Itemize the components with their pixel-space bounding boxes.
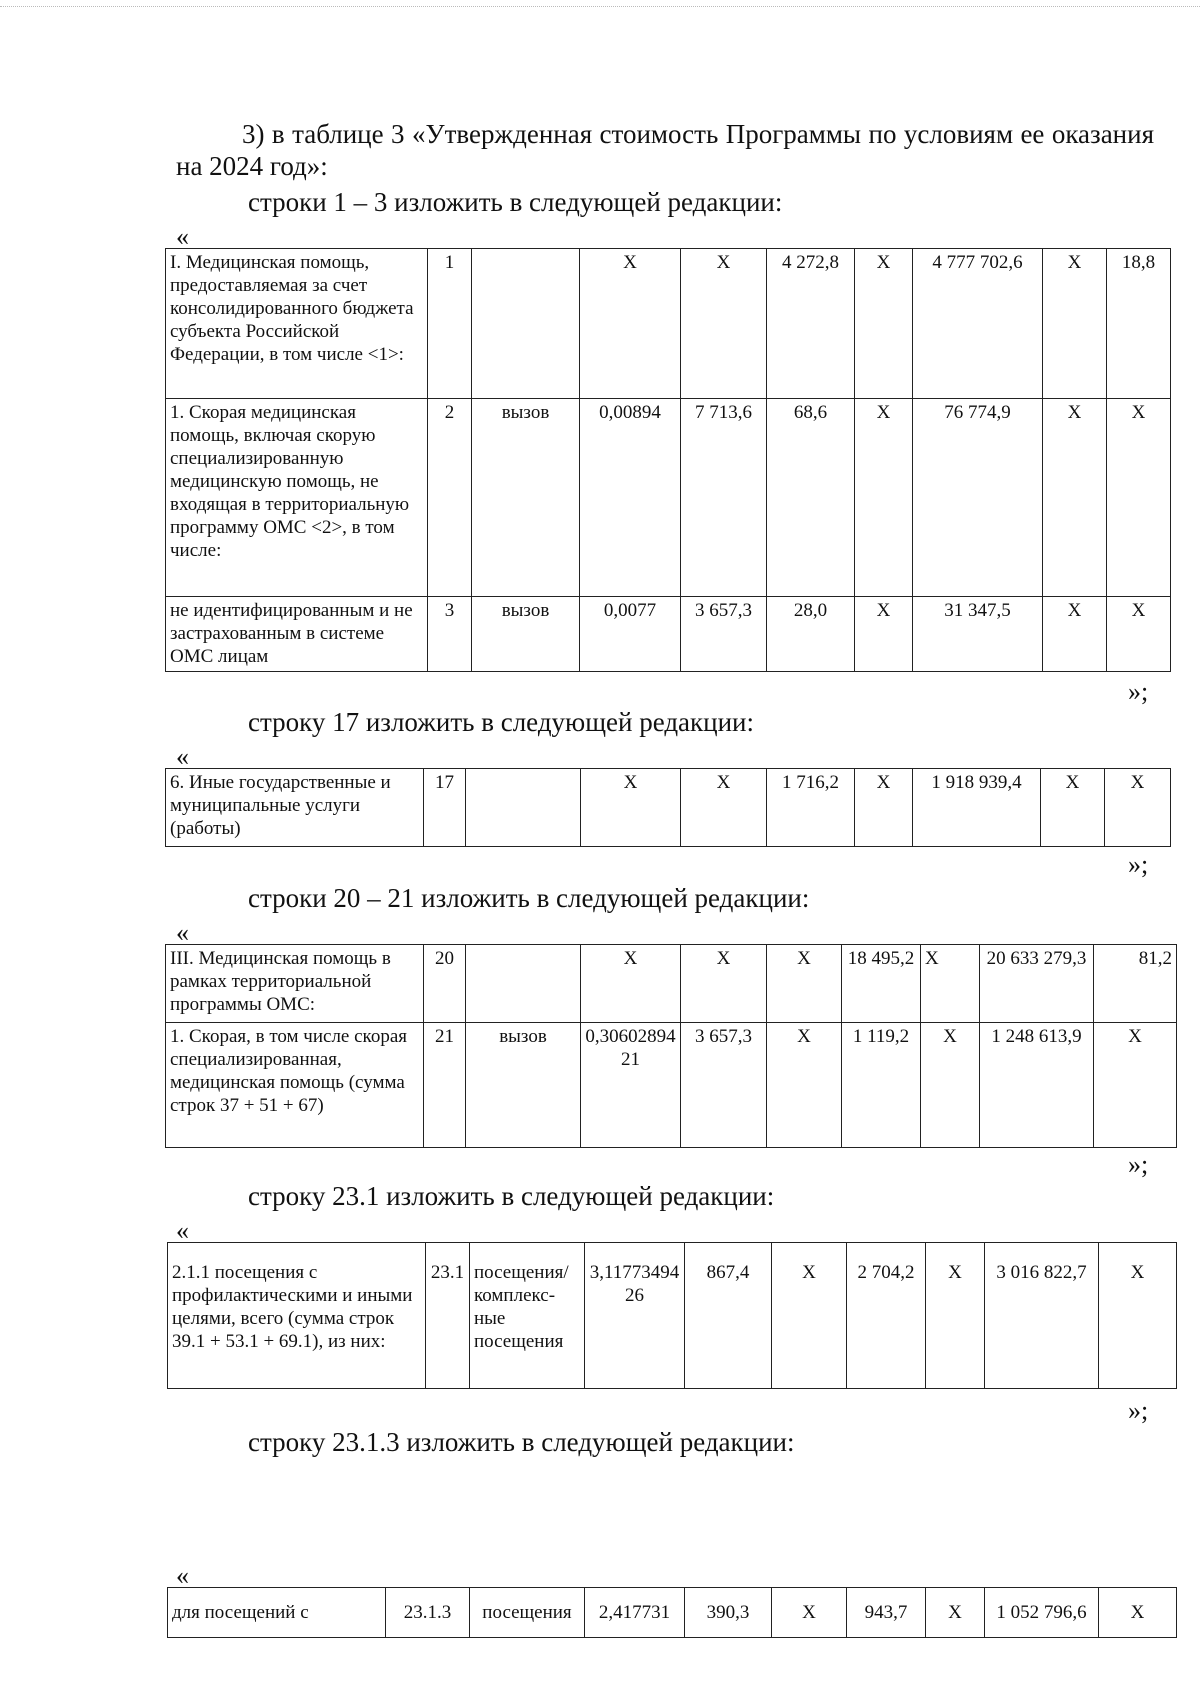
cell-name: 1. Скорая медицинская помощь, включая скорую специализированную медицинскую помощь, не входящая в территориальную программу ОМС <2>, в том числе: [166, 399, 428, 597]
table-row [166, 1023, 1177, 1148]
cell-per-capita-oms: 943,7 [847, 1588, 926, 1638]
cell-unit: вызов [472, 597, 580, 672]
close-quote: »; [1128, 1396, 1149, 1425]
section-heading-row-17: строку 17 изложить в следующей редакции: [248, 707, 755, 737]
cell-percent: 18,8 [1107, 249, 1171, 399]
cell-per-capita-budget: X [767, 945, 842, 1023]
cell-volume: 3,1177349426 [585, 1243, 685, 1389]
cell-total-budget: X [926, 1243, 985, 1389]
cell-volume: 0,0077 [580, 597, 681, 672]
cell-unit-cost: X [681, 769, 767, 847]
cell-name: для посещений с [168, 1588, 386, 1638]
cell-unit: посещения [470, 1588, 585, 1638]
cell-unit: вызов [472, 399, 580, 597]
cell-per-capita-oms: X [855, 769, 913, 847]
cell-per-capita-budget: 28,0 [767, 597, 855, 672]
cell-per-capita-budget: X [767, 1023, 842, 1148]
cell-per-capita-oms: X [855, 249, 913, 399]
cell-row-number: 23.1 [426, 1243, 470, 1389]
cell-volume: X [580, 249, 681, 399]
cell-unit [466, 945, 581, 1023]
cell-percent: X [1107, 597, 1171, 672]
cell-unit-cost: 3 657,3 [681, 597, 767, 672]
cell-unit [472, 249, 580, 399]
section-heading-rows-1-3: строки 1 – 3 изложить в следующей редакции: [248, 187, 783, 217]
cell-name: III. Медицинская помощь в рамках территориальной программы ОМС: [166, 945, 424, 1023]
cell-total-oms: 3 016 822,7 [985, 1243, 1099, 1389]
table-row [166, 249, 1171, 399]
cell-total-budget: 1 918 939,4 [913, 769, 1041, 847]
cell-percent: 81,2 [1094, 945, 1177, 1023]
cell-name: I. Медицинская помощь, предоставляемая за счет консолидированного бюджета субъекта Российской Федерации, в том числе <1>: [166, 249, 428, 399]
close-quote: »; [1128, 1150, 1149, 1179]
cell-percent: X [1094, 1023, 1177, 1148]
table-row [166, 597, 1171, 672]
table-row [168, 1588, 1177, 1638]
table-row [166, 769, 1171, 847]
cell-unit-cost: X [681, 945, 767, 1023]
open-quote: « [176, 1561, 189, 1590]
cell-volume: X [581, 769, 681, 847]
scan-edge-line [0, 6, 1200, 7]
cell-total-oms: X [1041, 769, 1105, 847]
cell-total-oms: X [1043, 399, 1107, 597]
section-heading-rows-20-21: строки 20 – 21 изложить в следующей редакции: [248, 883, 810, 913]
open-quote: « [176, 222, 189, 251]
table-row-23-1 [167, 1242, 1177, 1389]
cell-percent: X [1099, 1243, 1177, 1389]
cell-total-oms: X [1043, 597, 1107, 672]
cell-total-budget: 76 774,9 [913, 399, 1043, 597]
cell-total-oms: X [1043, 249, 1107, 399]
cell-unit-cost: X [681, 249, 767, 399]
section-heading-row-23-1-3: строку 23.1.3 изложить в следующей редакции: [248, 1427, 795, 1457]
cell-row-number: 17 [424, 769, 466, 847]
cell-unit-cost: 390,3 [685, 1588, 772, 1638]
cell-unit-cost: 3 657,3 [681, 1023, 767, 1148]
open-quote: « [176, 918, 189, 947]
cell-total-budget: 31 347,5 [913, 597, 1043, 672]
cell-total-oms: 1 052 796,6 [985, 1588, 1099, 1638]
cell-per-capita-oms: 2 704,2 [847, 1243, 926, 1389]
cell-volume: 0,3060289421 [581, 1023, 681, 1148]
cell-per-capita-oms: 18 495,2 [842, 945, 921, 1023]
intro-paragraph: 3) в таблице 3 «Утвержденная стоимость Программы по условиям ее оказания на 2024 год»: [176, 119, 1154, 181]
cell-name: 2.1.1 посещения с профилактическими и иными целями, всего (сумма строк 39.1 + 53.1 + 69.1), из них: [168, 1243, 426, 1389]
cell-total-budget: X [926, 1588, 985, 1638]
cell-total-oms: 1 248 613,9 [980, 1023, 1094, 1148]
cell-name: 1. Скорая, в том числе скорая специализированная, медицинская помощь (сумма строк 37 + 51 + 67) [166, 1023, 424, 1148]
cell-unit: вызов [466, 1023, 581, 1148]
cell-total-oms: 20 633 279,3 [980, 945, 1094, 1023]
cell-per-capita-budget: X [772, 1243, 847, 1389]
cell-per-capita-budget: 1 716,2 [767, 769, 855, 847]
cell-row-number: 21 [424, 1023, 466, 1148]
cell-row-number: 20 [424, 945, 466, 1023]
close-quote: »; [1128, 850, 1149, 879]
cell-unit-cost: 867,4 [685, 1243, 772, 1389]
cell-per-capita-budget: 68,6 [767, 399, 855, 597]
open-quote: « [176, 1216, 189, 1245]
cell-row-number: 23.1.3 [386, 1588, 470, 1638]
cell-per-capita-oms: 1 119,2 [842, 1023, 921, 1148]
cell-row-number: 3 [428, 597, 472, 672]
section-heading-row-23-1: строку 23.1 изложить в следующей редакции: [248, 1181, 775, 1211]
cell-total-budget: X [921, 1023, 980, 1148]
cell-per-capita-oms: X [855, 399, 913, 597]
cell-total-budget: 4 777 702,6 [913, 249, 1043, 399]
cell-unit [466, 769, 581, 847]
cell-per-capita-oms: X [855, 597, 913, 672]
table-row [166, 399, 1171, 597]
table-row-23-1-3 [167, 1587, 1177, 1638]
close-quote: »; [1128, 677, 1149, 706]
cell-unit-cost: 7 713,6 [681, 399, 767, 597]
cell-percent: X [1107, 399, 1171, 597]
cell-volume: 0,00894 [580, 399, 681, 597]
cell-name: не идентифицированным и не застрахованным в системе ОМС лицам [166, 597, 428, 672]
cell-percent: X [1105, 769, 1171, 847]
table-row-17 [165, 768, 1171, 847]
cell-name: 6. Иные государственные и муниципальные услуги (работы) [166, 769, 424, 847]
cell-per-capita-budget: 4 272,8 [767, 249, 855, 399]
cell-percent: X [1099, 1588, 1177, 1638]
open-quote: « [176, 742, 189, 771]
cell-volume: X [581, 945, 681, 1023]
cell-per-capita-budget: X [772, 1588, 847, 1638]
cell-total-budget: X [921, 945, 980, 1023]
cell-row-number: 2 [428, 399, 472, 597]
cell-volume: 2,417731 [585, 1588, 685, 1638]
cell-row-number: 1 [428, 249, 472, 399]
table-row [166, 945, 1177, 1023]
cell-unit: посещения/комплекс-ные посещения [470, 1243, 585, 1389]
table-rows-1-3 [165, 248, 1171, 672]
table-row [168, 1243, 1177, 1389]
table-rows-20-21 [165, 944, 1177, 1148]
